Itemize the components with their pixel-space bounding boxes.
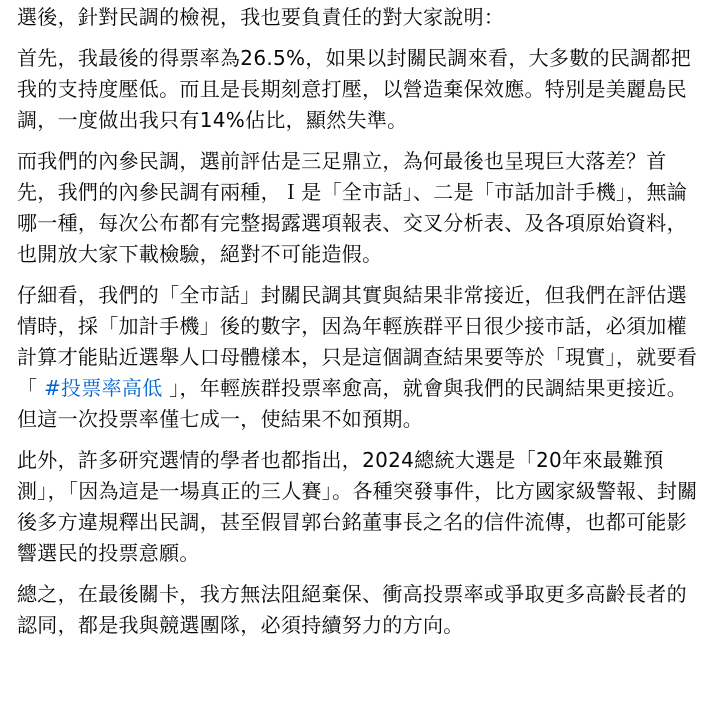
post-paragraph-2: 首先，我最後的得票率為26.5%，如果以封關民調來看，大多數的民調都把我的支持度壓低。而且是長期刻意打壓，以營造棄保效應。特別是美麗島民調，一度做出我只有14%佔比，顯然失準。: [17, 46, 692, 132]
post-paragraph-4: [17, 280, 707, 435]
hashtag-link-turnout[interactable]: #投票率高低: [43, 376, 163, 400]
post-paragraph-6: 總之，在最後關卡，我方無法阻絕棄保、衝高投票率或爭取更多高齡長者的認同，都是我與競選團隊，必須持續努力的方向。: [17, 582, 687, 637]
post-paragraph-5: 此外，許多研究選情的學者也都指出，2024總統大選是「20年來最難預測」，「因為這是一場真正的三人賽」。各種突發事件，比方國家級警報、封關後多方違規釋出民調，甚至假冒郭台銘董事長之名的信件流傳，也都可能影響選民的投票意願。: [17, 448, 698, 565]
post-paragraph-4-text-before: 仔細看，我們的「全市話」封關民調其實與結果非常接近，但我們在評估選情時，採「加計手機」後的數字，因為年輕族群平日很少接市話，必須加權計算才能貼近選舉人口母體樣本，只是這個調查結果要等於「現實」，就要看「: [17, 283, 698, 400]
post-body: [0, 2, 721, 641]
post-paragraph-4-text-after: 」，年輕族群投票率愈高，就會與我們的民調結果更接近。但這一次投票率僅七成一，使結果不如預期。: [17, 376, 687, 431]
post-paragraph-1: 選後，針對民調的檢視，我也要負責任的對大家說明：: [17, 5, 505, 29]
post-paragraph-3: 而我們的內參民調，選前評估是三足鼎立，為何最後也呈現巨大落差？首先，我們的內參民調有兩種，Ｉ是「全市話」、二是「市話加計手機」，無論哪一種，每次公布都有完整揭露選項報表、交叉分析表、及各項原始資料，也開放大家下載檢驗，絕對不可能造假。: [17, 149, 688, 266]
